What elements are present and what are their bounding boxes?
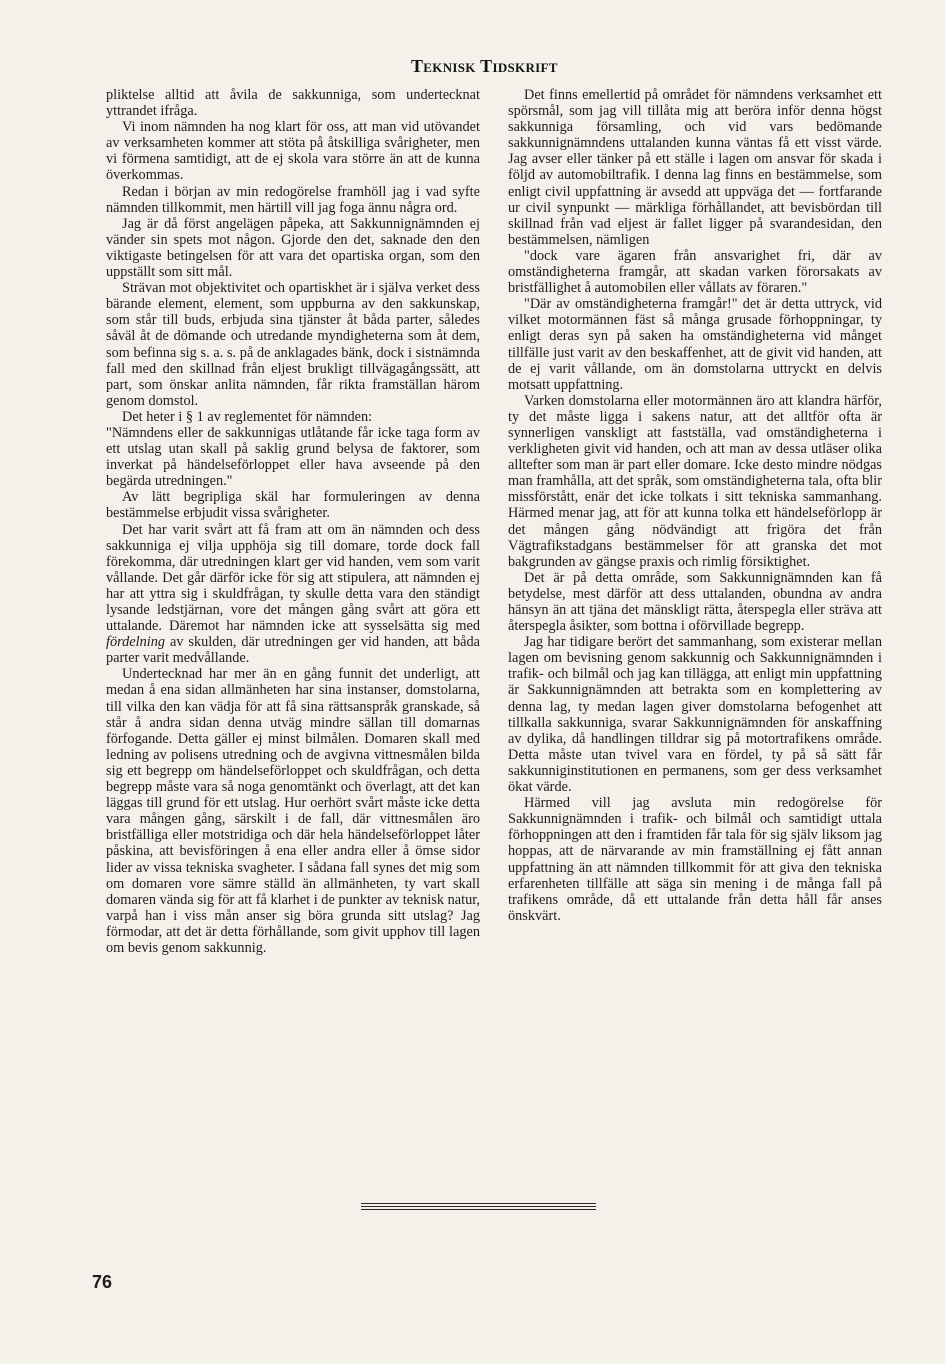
- paragraph: "Där av omständigheterna framgår!" det är detta uttryck, vid vilket motormännen fäst så många grusade förhoppningar, ty enligt deras syn på saken ha omständigheterna vid månget tillfälle just varit av den beskaffenhet, att de givit vid handen, att de ej varit vållande, om än domstolarna uttryckt en delvis motsatt uppfattning.: [508, 296, 882, 393]
- paragraph: Strävan mot objektivitet och opartiskhet är i själva verket dess bärande element, element, som uppburna av den sakkunskap, som står till buds, erbjuda sina tjänster åt båda parter, således såväl åt de dömande och utredande myndigheterna som åt dem, som befinna sig s. a. s. på de anklagades bänk, dock i sistnämnda fall med den skillnad från eljest brukligt tillvägagångssätt, att part, som önskar anlita nämnden, får rikta framställan härom genom domstol.: [106, 280, 480, 409]
- paragraph: Jag är då först angelägen påpeka, att Sakkunnignämnden ej vänder sin spets mot någon. Gjorde den det, saknade den den viktigaste betingelsen för att vara det opartiska organ, som den uppställt som sitt mål.: [106, 215, 480, 281]
- paragraph: Vi inom nämnden ha nog klart för oss, att man vid utövandet av verksamheten kommer att stöta på åtskilliga svårigheter, men vi förmena samtidigt, att de ej skola vara större än att de kunna överkommas.: [106, 119, 480, 184]
- paragraph: Det finns emellertid på området för nämndens verksamhet ett spörsmål, som jag vill tillåta mig att beröra inför denna högst sakkunniga församling, och vid vars bedömande sakkunnignämndens uttalanden kunna väntas få ett visst värde. Jag avser eller tänker på ett ställe i lagen om ansvar för skada i följd av automobiltrafik. I denna lag finns en bestämmelse, som enligt civil uppfattning är avsedd att uppväga det — fortfarande ur civil synpunkt — märkliga förhållandet, att bevisbördan till skillnad från vad eljest är fallet ligger på svarandesidan, den bestämmelsen, nämligen: [508, 87, 882, 248]
- paragraph: pliktelse alltid att åvila de sakkunniga, som undertecknat yttrandet ifråga.: [106, 87, 480, 120]
- emphasis-text: fördelning: [106, 634, 166, 651]
- paragraph: Varken domstolarna eller motormännen äro att klandra härför, ty det måste ligga i sakens natur, att det alltför ofta är synnerligen vanskligt att fastställa, vad omständigheterna i verkligheten givit vid handen, och att man av dessa utläser olika alltefter som man är part eller domare. Icke desto mindre nödgas man framhålla, att det språk, som omständigheterna tala, ofta blir missförstått, enär det icke tolkats i sitt tekniska sammanhang. Härmed menar jag, att för att kunna tolka ett händelseförlopp är det mången gång nödvändigt att frigöra det från Vägtrafikstadgans bestämmelser för att granska det mot bakgrunden av gängse praxis och rimlig försiktighet.: [508, 392, 882, 570]
- text-run: av skulden, där utredningen ger vid handen, att båda parter varit medvållande.: [106, 634, 481, 667]
- rule-line: [361, 1209, 596, 1210]
- paragraph: Undertecknad har mer än en gång funnit det underligt, att medan å ena sidan allmänheten har sina instanser, domstolarna, till vilka den kan vädja för att få sina rättsanspråk granskade, så står å andra sidan denna utväg mindre sällan till domarnas förfogande. Detta gäller ej minst bilmålen. Domaren skall med ledning av polisens utredning och de avgivna vittnesmålen bilda sig ett begrepp om händelseförloppet och skuldfrågan, och detta begrepp måste vara så noga genomtänkt och överlagt, att det kan läggas till grund för ett utslag. Hur oerhört svårt måste icke detta vara mången gång, särskilt i de fall, där vittnesmålen äro bristfälliga eller motstridiga och där hela händelseförloppet låter påskina, att bevisföringen å ena eller andra eller å ömse sidor lider av vissa tekniska svagheter. I sådana fall synes det mig som om domaren vore sämre ställd än allmänheten, ty vart skall domaren vända sig för att få klarhet i de punkter av teknisk natur, varpå han i viss mån anser sig böra grunda sitt utslag? Jag förmodar, att det är detta förhållande, som givit upphov till lagen om bevis genom sakkunnig.: [106, 666, 480, 956]
- quote-paragraph: "dock vare ägaren från ansvarighet fri, där av omständigheterna framgår, att skadan varken förorsakats av bristfällighet å automobilen eller vållats av föraren.": [508, 247, 882, 297]
- paragraph: [106, 522, 480, 667]
- quote-paragraph: "Nämndens eller de sakkunnigas utlåtande får icke taga form av ett utslag utan skall på saklig grund belysa de faktorer, som inverkat på händelseförloppet eller hava avseende på den begärda utredningen.": [106, 424, 480, 490]
- left-column: [106, 87, 480, 956]
- rule-line: [361, 1203, 596, 1204]
- page-number: 76: [92, 1272, 113, 1292]
- text-run: Det har varit svårt att få fram att om än nämnden och dess sakkunniga ej vilja upphöja sig till domare, torde dock fall förekomma, där utredningen klart ger vid handen, vem som varit vållande. Det går därför icke för sig att stipulera, att nämnden ej har att yttra sig i skuldfrågan, ty skulle detta vara den ständigt lysande ledstjärnan, vore det mången gång svårt att göra ett uttalande. Däremot har nämnden icke att sysselsätta sig med: [106, 521, 480, 635]
- paragraph: Av lätt begripliga skäl har formuleringen av denna bestämmelse erbjudit vissa svårigheter.: [106, 489, 480, 522]
- right-column: [508, 87, 882, 924]
- paragraph: Jag har tidigare berört det sammanhang, som existerar mellan lagen om bevisning genom sakkunnig och Sakkunnignämnden i trafik- och bilmål och jag kan tillägga, att enligt min uppfattning är Sakkunnignämnden att betrakta som en komplettering av denna lag, ty medan lagen giver domstolarna befogenhet att tillkalla sakkunniga, svarar Sakkunnignämnden för anskaffning av dylika, då handlingen tilldrar sig på motortrafikens område. Detta måste utan tvivel vara en fördel, ty på så sätt får sakkunniginstitutionen en permanens, som ger dess verksamhet ökat värde.: [508, 634, 882, 796]
- paragraph: Det är på detta område, som Sakkunnignämnden kan få betydelse, mest därför att dess uttalanden, obundna av andra hänsyn än att tjäna det mänskligt rätta, återspegla eller sträva att återspegla åsikter, som bottna i oförvillade begrepp.: [508, 569, 882, 635]
- paragraph: Redan i början av min redogörelse framhöll jag i vad syfte nämnden tillkommit, men härtill vill jag foga ännu några ord.: [106, 183, 480, 216]
- rule-line: [361, 1206, 596, 1207]
- closing-double-rule: [361, 1203, 596, 1215]
- paragraph: Härmed vill jag avsluta min redogörelse för Sakkunnignämnden i trafik- och bilmål och samtidigt uttala förhoppningen att den i framtiden får tala för sig själv liksom jag hoppas, att de närvarande av min framställning ej fått annan uppfattning än att nämnden tillkommit för att giva den tekniska erfarenheten tillfälle att säga sin mening i de många fall på trafikens område, då ett uttalande från detta håll får anses önskvärt.: [508, 795, 882, 924]
- journal-header: Teknisk Tidskrift: [411, 56, 558, 76]
- paragraph: Det heter i § 1 av reglementet för nämnden:: [122, 408, 373, 425]
